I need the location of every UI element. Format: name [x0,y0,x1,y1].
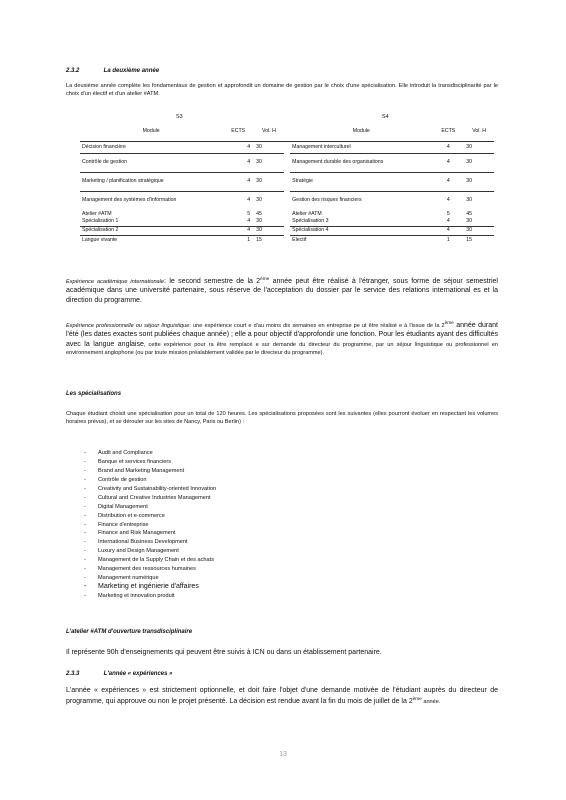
header-vol-left: Vol. H [254,123,284,142]
list-item: - Banque et services financiers [84,458,484,467]
module-cell: Langue vivante [82,236,118,243]
list-item: - Distribution et e-commerce [84,512,484,521]
ects-cell: 4 [432,142,464,154]
linguistique-text-c: , cette expérience pour ra être remplacé e sur demande du directeur du programme, par un séjour linguistique ou professionnel en environnement anglophone (ou par toute mission préalablement validée par le directeur du programme). [66,341,498,356]
module-cell: Contrôle de gestion [80,154,222,173]
specialisations-intro-text: Chaque étudiant choisit une spécialisation pour un total de 120 heures. Les spécialisations proposées sont les suivantes (elles pourront évoluer en respectant les volumes horaires prévus), et se dérouler sur les sites de Nancy, Paris ou Berlin) : [66,411,498,425]
module-cell: Spécialisation 2 [80,227,222,236]
linguistique-sup: ème [444,320,454,325]
section-233-text-a: L'année « expériences » est strictement optionnelle, et doit faire l'objet d'une demande motivée de l'étudiant auprès du directeur de programme, qui approuve ou non le projet présenté. La décision est rendue avant la fin du mois de juillet de la 2 [66,687,498,705]
table-row [80,192,494,211]
module-cell: Management interculturel [290,142,432,154]
section-title: La deuxième année [103,68,160,74]
atelier-paragraph [66,648,498,657]
table-row [80,142,494,154]
semester-right-label: S4 [382,114,389,120]
ects-cell: 4 [446,197,450,204]
specialisations-list [84,449,484,601]
vol-cell: 15 [466,236,473,243]
ects-cell: 4 [432,227,464,236]
module-cell: Marketing / planification stratégique [80,173,222,192]
international-text-a: : le second semestre de la 2 [164,277,261,285]
section-heading-233 [66,670,172,678]
vol-cell: 30 [254,154,284,173]
international-sup: ème [260,276,270,281]
ects-cell: 4 [222,219,254,227]
list-item: - Finance and Risk Management [84,529,484,538]
table-row [80,173,494,192]
list-item: - Audit and Compliance [84,449,484,458]
module-cell: Spécialisation 3 [290,219,432,227]
list-item: - Management des ressources humaines [84,565,484,574]
section-title: L'année « expériences » [103,671,173,677]
section-233-sup: ème [412,695,422,701]
list-item: - Brand and Marketing Management [84,467,484,476]
linguistique-lead: Expérience professionnelle ou séjour linguistique [66,322,190,329]
vol-cell: 45 [256,210,262,217]
semester-left-label: S3 [176,114,183,120]
program-table [80,123,494,246]
module-cell: Management des systèmes d'information [82,197,177,204]
list-item: - Digital Management [84,503,484,512]
ects-cell: 4 [432,154,464,173]
vol-cell: 30 [254,173,284,192]
section-233-text-b: année. [421,698,441,705]
list-item: - Contrôle de gestion [84,476,484,485]
header-ects-right: ECTS [432,123,464,142]
vol-cell: 30 [464,154,494,173]
vol-cell: 30 [256,197,262,204]
linguistique-text-a: : une expérience court e d'au moins dix semaines en entreprise pe ut être réalisé e à l'issue de la 2 [189,322,445,329]
section-number: 2.3.3 [66,671,80,677]
table-row [80,219,494,227]
module-cell: Management durable des organisations [290,154,432,173]
table-header-row [80,123,494,142]
linguistique-text-b: année durant l'été (les dates exactes sont publiées chaque année) ; elle a pour objectif d'approfondir une fonction. Pour les étudiants ayant des difficultés avec la langue anglaise [66,321,498,348]
list-item: - Cultural and Creative Industries Management [84,494,484,503]
section-heading-232 [66,67,159,75]
list-item: - Marketing et ingénierie d'affaires [84,583,484,592]
module-cell: Atelier #ATM [82,210,112,217]
intro-paragraph [66,83,498,98]
table-row [80,236,494,246]
ects-cell: 4 [432,219,464,227]
intro-text: La deuxième année complète les fondamentaux de gestion et approfondit un domaine de gestion par le choix d'une spécialisation. Elle introduit la transdisciplinarité par le choix d'un électif et d'un atelier #ATM. [66,83,498,97]
header-module-left: Module [80,123,222,142]
international-text-b: année peut être réalisé à l'étranger, sous forme de séjour semestriel académique dans une université partenaire, sous réserve de l'acceptation du dossier par le service des relations international es et la direction du programme. [66,277,498,304]
vol-cell: 30 [254,142,284,154]
module-cell: Stratégie [290,173,432,192]
table-row [80,211,494,219]
ects-cell: 1 [247,236,251,243]
vol-cell: 30 [464,219,494,227]
specialisations-heading: Les spécialisations [66,391,122,397]
vol-cell: 30 [254,219,284,227]
atelier-text: Il représente 90h d'enseignements qui peuvent être suivis à ICN ou dans un établissement partenaire. [66,649,382,656]
header-vol-right: Vol. H [464,123,494,142]
ects-cell: 4 [222,173,254,192]
ects-cell: 4 [222,227,254,236]
page-number: 13 [279,751,287,758]
international-paragraph [66,276,498,306]
table-row [80,227,494,236]
vol-cell: 45 [466,210,473,217]
list-item: - Finance d'entreprise [84,521,484,530]
ects-cell: 4 [432,173,464,192]
table-row [80,154,494,173]
vol-cell: 30 [464,142,494,154]
module-cell: Décision financière [80,142,222,154]
international-lead: Expérience académique internationale [66,278,165,285]
vol-cell: 30 [466,197,473,204]
linguistique-paragraph [66,320,498,357]
list-item: - Creativity and Sustainability-oriented Innovation [84,485,484,494]
vol-cell: 30 [464,173,494,192]
module-cell: Spécialisation 4 [290,227,432,236]
ects-cell: 4 [222,154,254,173]
module-cell: Spécialisation 1 [80,219,222,227]
list-item: - Management de la Supply Chain et des achats [84,556,484,565]
list-item: - Luxury and Design Management [84,547,484,556]
vol-cell: 30 [254,227,284,236]
ects-cell: 1 [446,236,450,243]
list-item: - International Business Development [84,538,484,547]
module-cell: Gestion des risques financiers [292,197,362,204]
header-module-right: Module [290,123,432,142]
list-item: - Management numérique [84,574,484,583]
section-number: 2.3.2 [66,68,80,74]
vol-cell: 30 [464,227,494,236]
ects-cell: 4 [247,197,251,204]
ects-cell: 4 [222,142,254,154]
module-cell: Electif [292,236,307,243]
atelier-heading: L'atelier #ATM d'ouverture transdisciplinaire [66,629,193,635]
module-cell: Atelier #ATM [292,210,322,217]
vol-cell: 15 [256,236,262,243]
list-item: - Marketing et innovation produit [84,592,484,601]
header-ects-left: ECTS [222,123,254,142]
specialisations-intro [66,411,498,426]
ects-cell: 5 [446,210,450,217]
ects-cell: 5 [247,210,251,217]
section-233-paragraph [66,686,498,706]
